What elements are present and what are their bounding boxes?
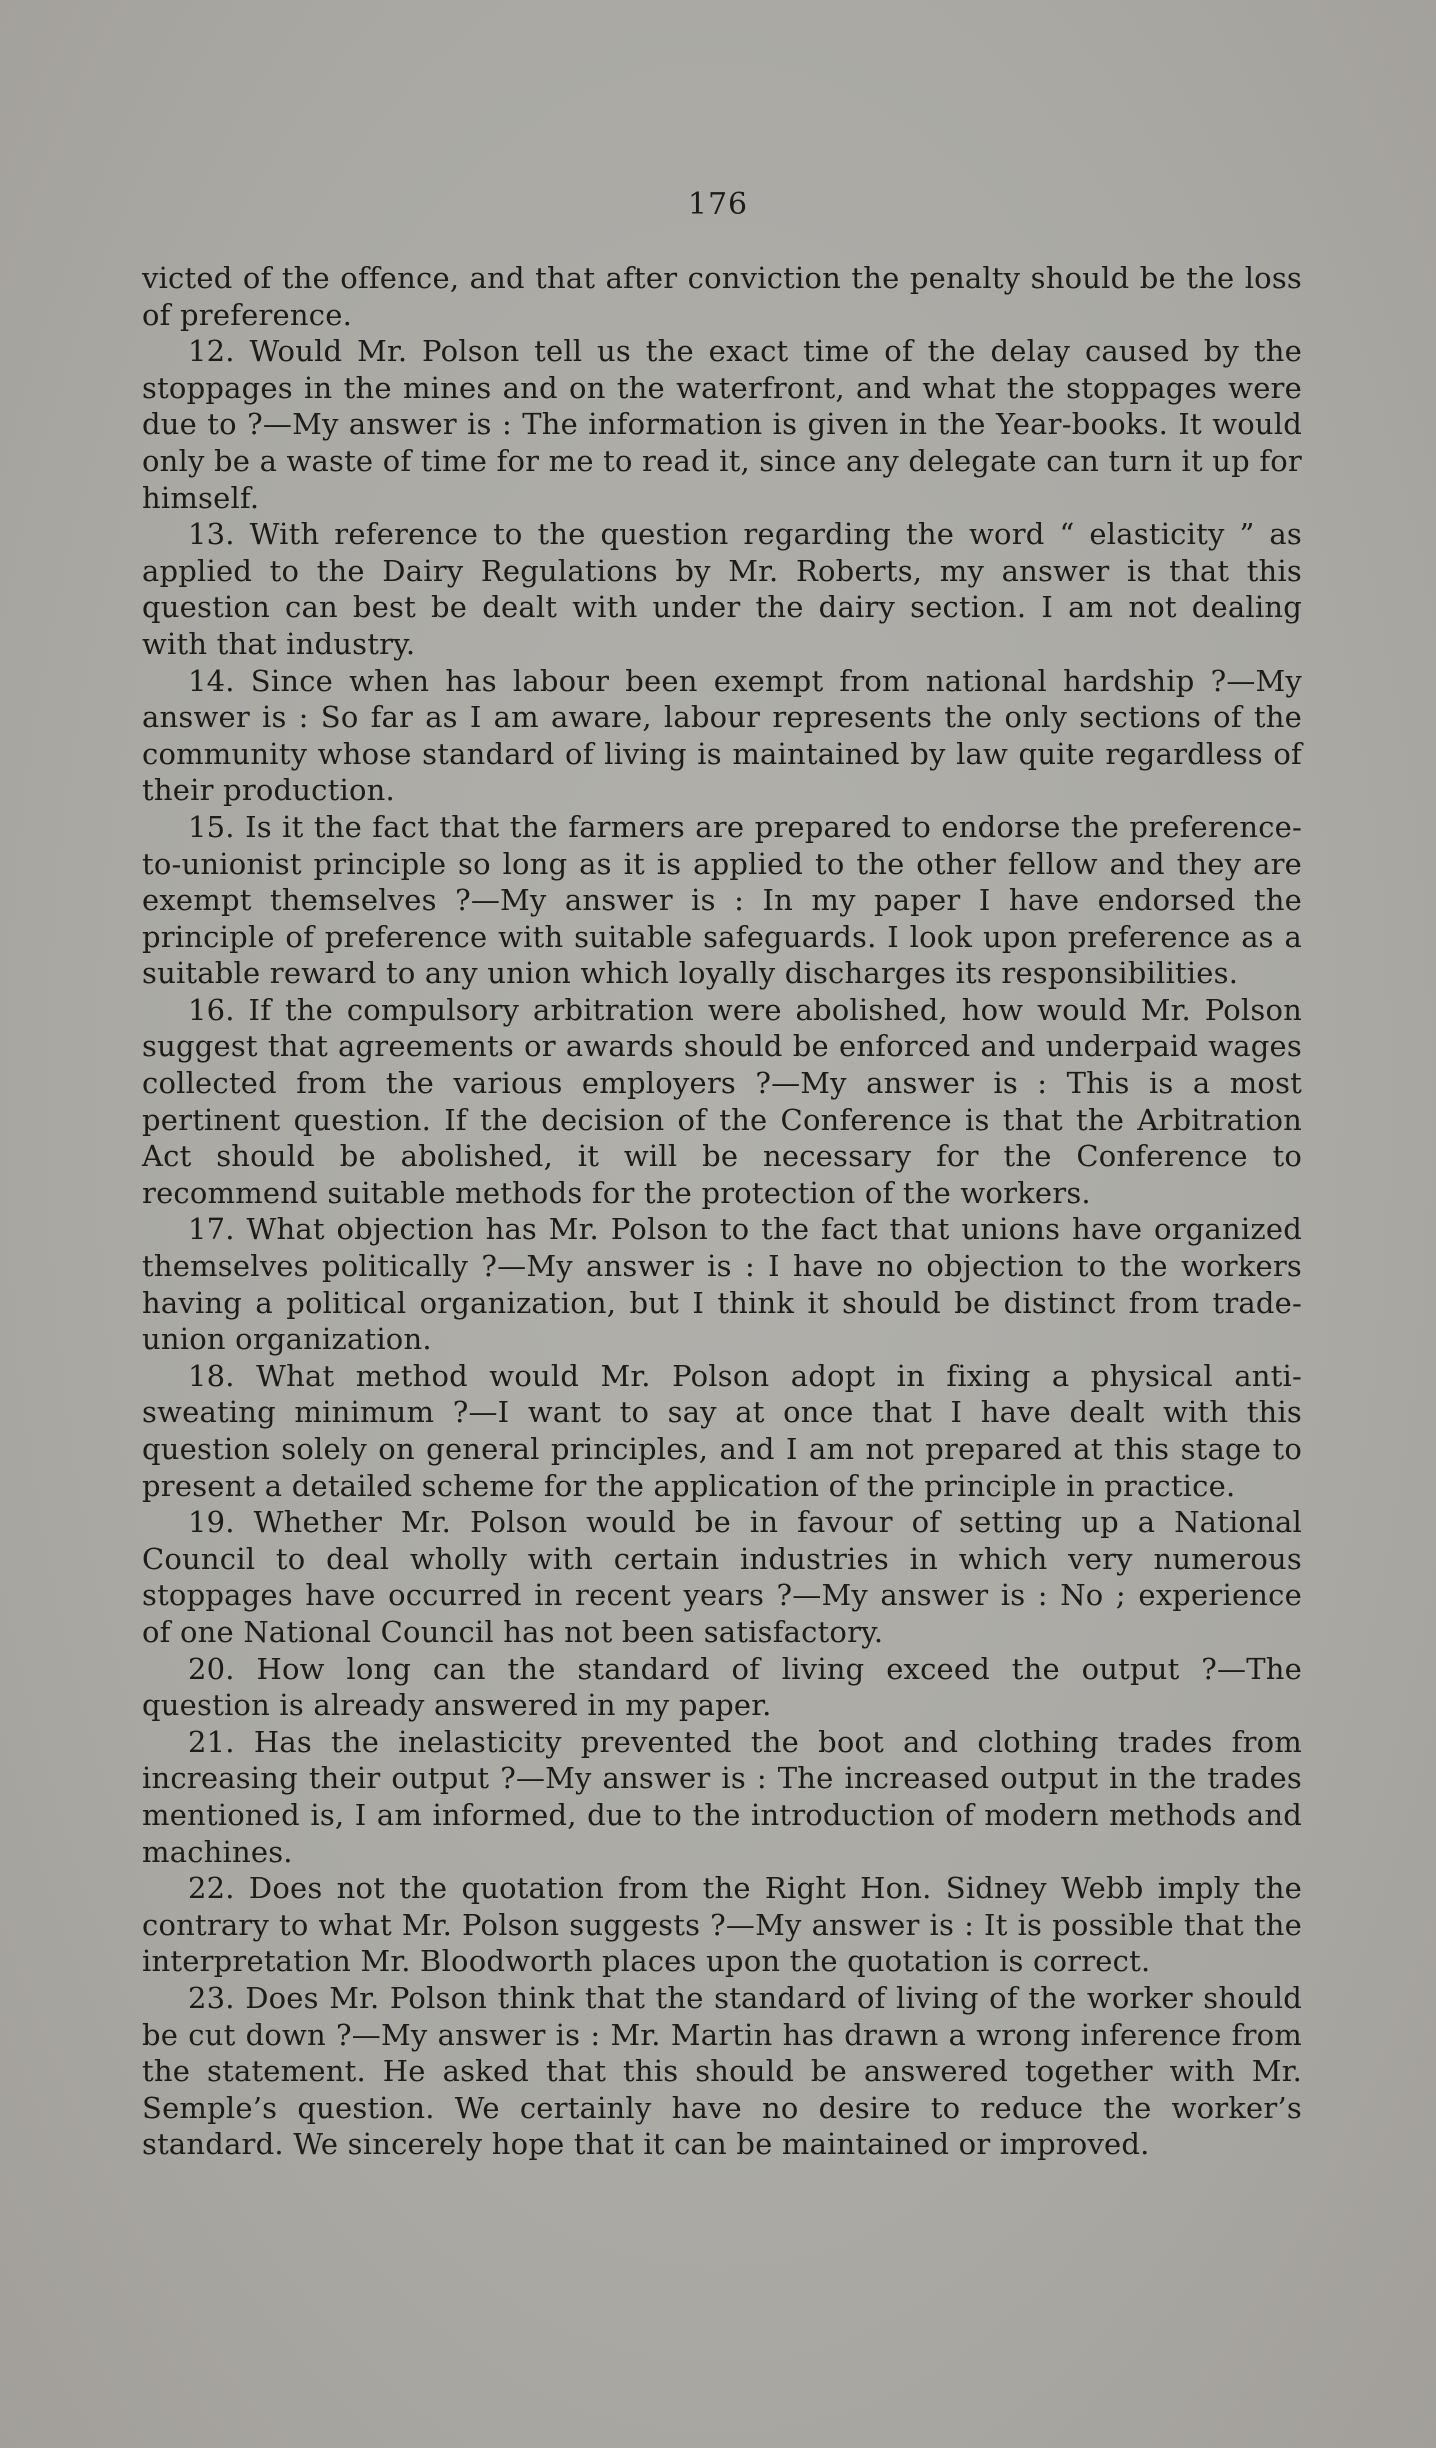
paragraph-question-12: 12. Would Mr. Polson tell us the exact time of the delay caused by the stoppages in the mines and on the waterfront, and what the stoppages were due to ?—My answer is : The information is given in the Year-books. It would only be a waste of time for me to read it, since any delegate can turn it up for himself. (142, 334, 1302, 515)
paragraph-question-20: 20. How long can the standard of living exceed the output ?—The question is already answered in my paper. (142, 1651, 1302, 1723)
paragraph-question-21: 21. Has the inelasticity prevented the boot and clothing trades from increasing their output ?—My answer is : The increased output in the trades mentioned is, I am informed, due to the introduction of modern methods and machines. (142, 1724, 1302, 1869)
paragraph-question-18: 18. What method would Mr. Polson adopt in fixing a physical anti-sweating minimum ?—I want to say at once that I have dealt with this question solely on general principles, and I am not prepared at this stage to present a detailed scheme for the application of the principle in practice. (142, 1358, 1302, 1503)
paragraph-question-19: 19. Whether Mr. Polson would be in favour of setting up a National Council to deal wholly with certain industries in which very numerous stoppages have occurred in recent years ?—My answer is : No ; experience of one National Council has not been satisfactory. (142, 1505, 1302, 1649)
page-number: 176 (687, 187, 749, 222)
paragraph-question-14: 14. Since when has labour been exempt from national hardship ?—My answer is : So far as I am aware, labour represents the only sections of the community whose standard of living is maintained by law quite regardless of their production. (142, 663, 1302, 808)
paragraph-question-13: 13. With reference to the question regarding the word “ elasticity ” as applied to the Dairy Regulations by Mr. Roberts, my answer is that this question can best be dealt with under the dairy section. I am not dealing with that industry. (142, 517, 1302, 661)
paragraph-question-22: 22. Does not the quotation from the Right Hon. Sidney Webb imply the contrary to what Mr. Polson suggests ?—My answer is : It is possible that the interpretation Mr. Bloodworth places upon the quotation is correct. (142, 1871, 1302, 1979)
paragraph-question-16: 16. If the compulsory arbitration were abolished, how would Mr. Polson suggest that agreements or awards should be enforced and underpaid wages collected from the various employers ?—My answer is : This is a most pertinent question. If the decision of the Conference is that the Arbitration Act should be abolished, it will be necessary for the Conference to recommend suitable methods for the protection of the workers. (142, 992, 1302, 1210)
paragraph-question-17: 17. What objection has Mr. Polson to the fact that unions have organized themselves politically ?—My answer is : I have no objection to the workers having a political organization, but I think it should be distinct from trade-union organization. (142, 1212, 1302, 1357)
paragraph-question-15: 15. Is it the fact that the farmers are prepared to endorse the preference-to-unionist principle so long as it is applied to the other fellow and they are exempt themselves ?—My answer is : In my paper I have endorsed the principle of preference with suitable safeguards. I look upon preference as a suitable reward to any union which loyally discharges its responsibilities. (142, 809, 1302, 991)
paragraph-continuation: victed of the offence, and that after conviction the penalty should be the loss of preference. (142, 261, 1302, 332)
paragraph-question-23: 23. Does Mr. Polson think that the standard of living of the worker should be cut down ?—My answer is : Mr. Martin has drawn a wrong inference from the statement. He asked that this should be answered together with Mr. Semple’s question. We certainly have no desire to reduce the worker’s standard. We sincerely hope that it can be maintained or improved. (142, 1980, 1302, 2162)
body-text (142, 260, 1302, 2163)
